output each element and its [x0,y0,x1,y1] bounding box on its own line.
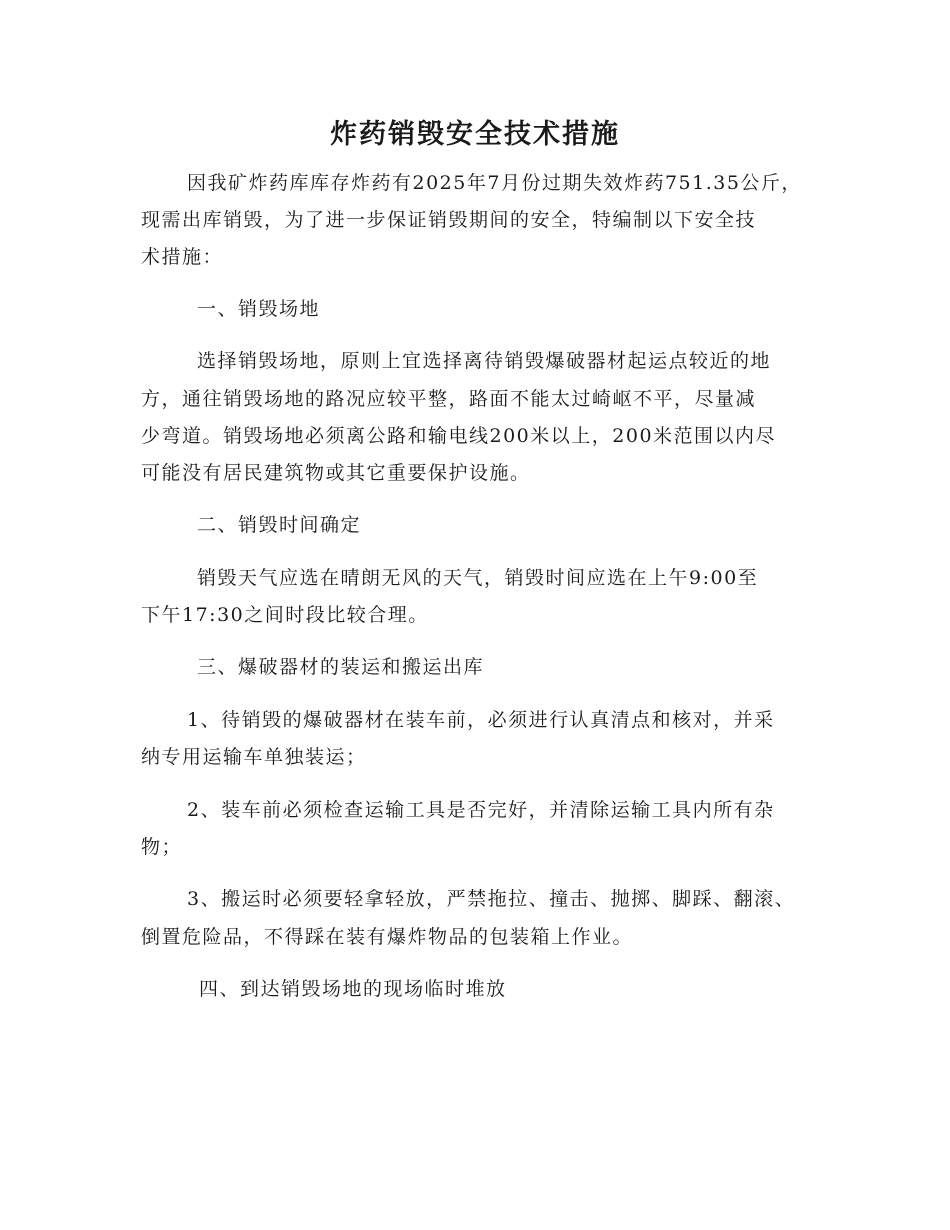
section-1-line-1: 选择销毁场地，原则上宜选择离待销毁爆破器材起运点较近的地 [197,350,772,372]
intro-line-2: 现需出库销毁，为了进一步保证销毁期间的安全，特编制以下安全技 [141,209,757,231]
section-1-line-3: 少弯道。销毁场地必须离公路和输电线200米以上，200米范围以内尽 [141,425,777,447]
document-title: 炸药销毁安全技术措施 [330,119,620,150]
section-3-item-2-line-2: 物； [141,836,183,858]
section-1-line-4: 可能没有居民建筑物或其它重要保护设施。 [141,462,531,484]
section-4-heading: 四、到达销毁场地的现场临时堆放 [199,978,507,1000]
section-2-line-1: 销毁天气应选在晴朗无风的天气，销毁时间应选在上午9:00至 [197,567,759,589]
section-3-item-1-line-1: 1、待销毁的爆破器材在装车前，必须进行认真清点和核对，并采 [187,709,775,731]
section-1-heading: 一、销毁场地 [197,298,321,320]
section-3-item-3-line-1: 3、搬运时必须要轻拿轻放，严禁拖拉、撞击、抛掷、脚踩、翻滚、 [187,888,796,910]
section-3-heading: 三、爆破器材的装运和搬运出库 [197,656,485,678]
section-3-item-2-line-1: 2、装车前必须检查运输工具是否完好，并清除运输工具内所有杂 [187,799,775,821]
section-1-line-2: 方，通往销毁场地的路况应较平整，路面不能太过崎岖不平，尽量减 [141,388,757,410]
section-2-line-2: 下午17:30之间时段比较合理。 [141,604,429,626]
section-3-item-1-line-2: 纳专用运输车单独装运； [141,746,367,768]
intro-line-3: 术措施： [141,246,224,268]
intro-line-1: 因我矿炸药库库存炸药有2025年7月份过期失效炸药751.35公斤， [187,172,802,194]
section-3-item-3-line-2: 倒置危险品，不得踩在装有爆炸物品的包装箱上作业。 [141,926,634,948]
section-2-heading: 二、销毁时间确定 [197,514,362,536]
